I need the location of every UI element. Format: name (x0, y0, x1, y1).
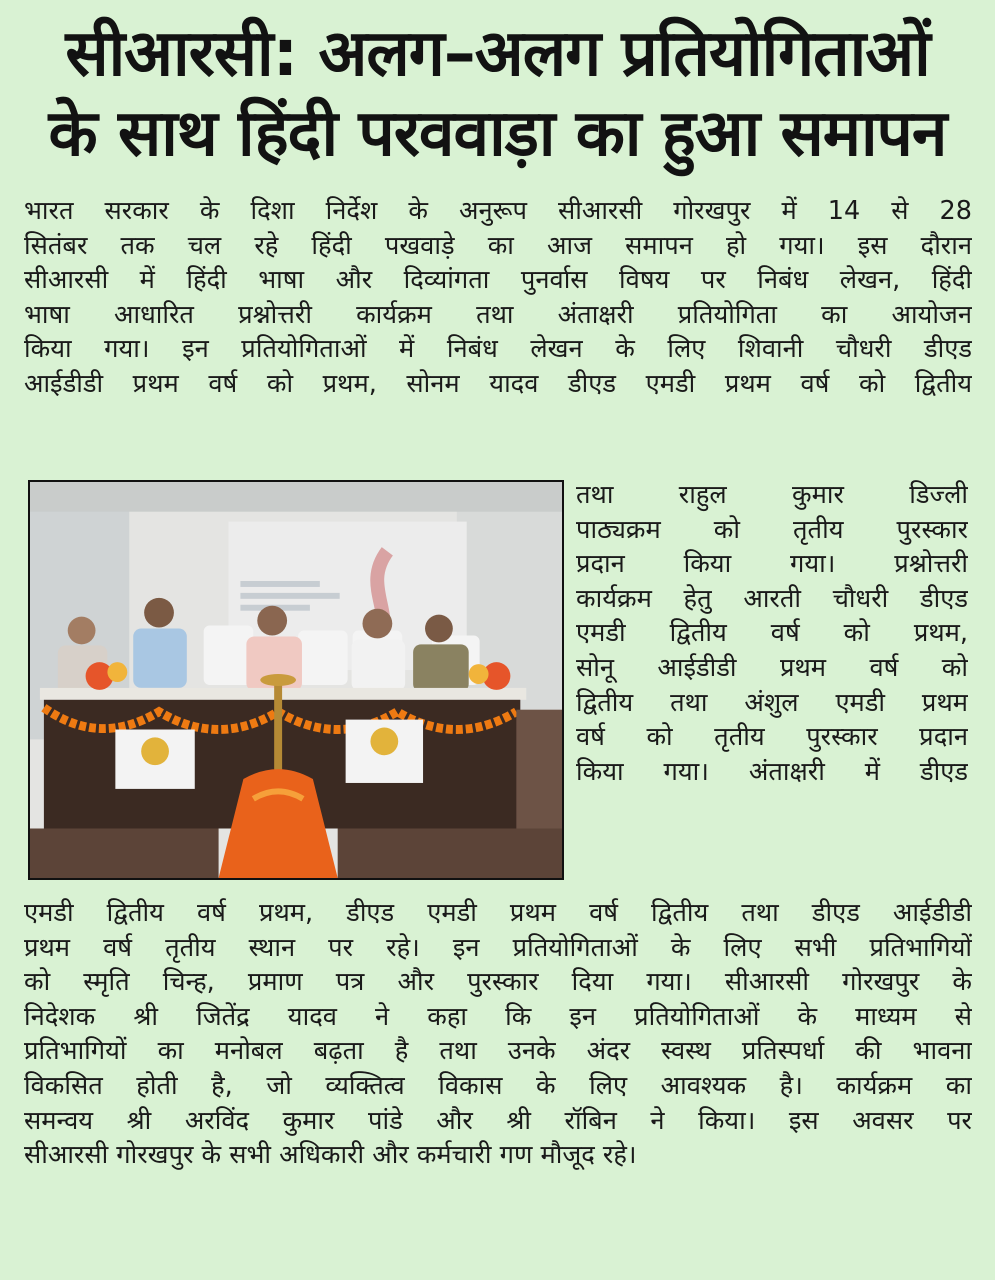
text-line: सीआरसी में हिंदी भाषा और दिव्यांगता पुनर्वास विषय पर निबंध लेखन, हिंदी (24, 265, 972, 296)
text-line: कार्यक्रम हेतु आरती चौधरी डीएड (576, 583, 968, 614)
text-line: समन्वय श्री अरविंद कुमार पांडे और श्री रॉबिन ने किया। इस अवसर पर (24, 1105, 972, 1136)
text-line: वर्ष को तृतीय पुरस्कार प्रदान (576, 722, 968, 753)
text-line: एमडी द्वितीय वर्ष को प्रथम, (576, 618, 968, 649)
text-line: प्रतिभागियों का मनोबल बढ़ता है तथा उनके अंदर स्वस्थ प्रतिस्पर्धा की भावना (24, 1036, 972, 1067)
text-line: सितंबर तक चल रहे हिंदी पखवाड़े का आज समापन हो गया। इस दौरान (24, 230, 972, 261)
text-line: पाठ्यक्रम को तृतीय पुरस्कार (576, 514, 968, 545)
paragraph-bottom (24, 896, 972, 1173)
text-line: तथा राहुल कुमार डिज्ली (576, 480, 968, 510)
text-line: को स्मृति चिन्ह, प्रमाण पत्र और पुरस्कार दिया गया। सीआरसी गोरखपुर के (24, 967, 972, 998)
headline-line-2: के साथ हिंदी परववाड़ा का हुआ समापन (48, 97, 947, 171)
event-photo-illustration (30, 482, 562, 878)
text-line: द्वितीय तथा अंशुल एमडी प्रथम (576, 687, 968, 718)
text-line: प्रथम वर्ष तृतीय स्थान पर रहे। इन प्रतियोगिताओं के लिए सभी प्रतिभागियों (24, 932, 972, 963)
text-line: विकसित होती है, जो व्यक्तित्व विकास के लिए आवश्यक है। कार्यक्रम का (24, 1070, 972, 1101)
paragraph-side (576, 478, 968, 789)
event-photo (28, 480, 564, 880)
text-line: भाषा आधारित प्रश्नोत्तरी कार्यक्रम तथा अंताक्षरी प्रतियोगिता का आयोजन (24, 299, 972, 330)
text-line: भारत सरकार के दिशा निर्देश के अनुरूप सीआरसी गोरखपुर में 14 से 28 (24, 196, 972, 226)
text-line: निदेशक श्री जितेंद्र यादव ने कहा कि इन प्रतियोगिताओं के माध्यम से (24, 1001, 972, 1032)
text-line: किया गया। अंताक्षरी में डीएड (576, 756, 968, 787)
paragraph-top (24, 194, 972, 402)
text-line: प्रदान किया गया। प्रश्नोत्तरी (576, 549, 968, 580)
text-line: सोनू आईडीडी प्रथम वर्ष को (576, 652, 968, 683)
text-line: एमडी द्वितीय वर्ष प्रथम, डीएड एमडी प्रथम वर्ष द्वितीय तथा डीएड आईडीडी (24, 898, 972, 928)
headline (0, 14, 995, 174)
text-line: किया गया। इन प्रतियोगिताओं में निबंध लेखन के लिए शिवानी चौधरी डीएड (24, 334, 972, 365)
text-line: सीआरसी गोरखपुर के सभी अधिकारी और कर्मचारी गण मौजूद रहे। (24, 1140, 637, 1171)
headline-line-1: सीआरसी: अलग–अलग प्रतियोगिताओं (65, 17, 930, 91)
text-line: आईडीडी प्रथम वर्ष को प्रथम, सोनम यादव डीएड एमडी प्रथम वर्ष को द्वितीय (24, 368, 972, 399)
